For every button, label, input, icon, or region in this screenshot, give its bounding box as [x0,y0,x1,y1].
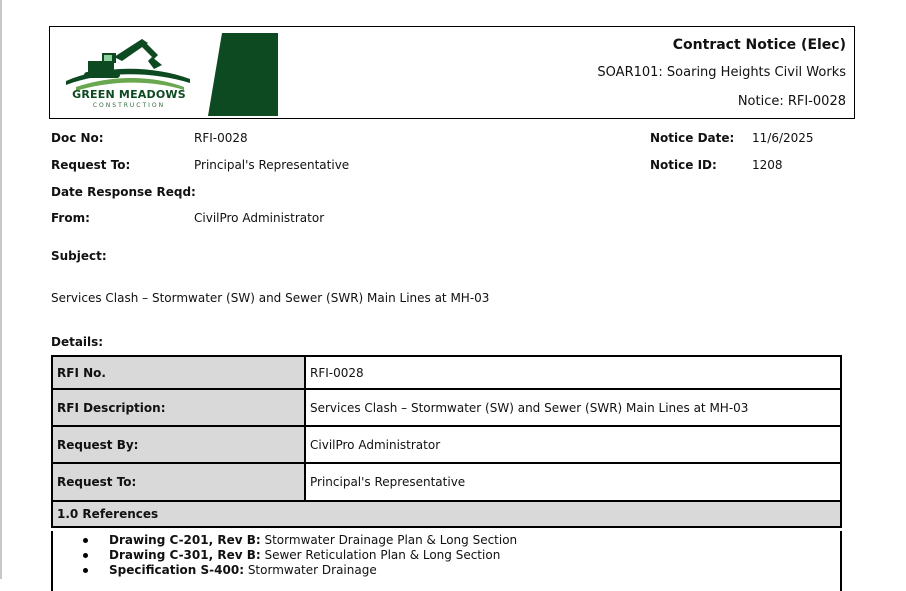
rfi-description-key: RFI Description: [52,389,305,426]
references-heading: 1.0 References [52,501,841,527]
reference-desc: Sewer Reticulation Plan & Long Section [260,548,501,562]
details-table [51,355,842,528]
request-to-key: Request To: [52,463,305,501]
table-row [52,501,841,527]
reference-desc: Stormwater Drainage [244,563,377,577]
subject-label: Subject: [51,249,107,263]
request-to-label: Request To: [51,158,131,172]
notice-id-label: Notice ID: [650,158,717,172]
bullet-icon [83,568,88,573]
logo-wordmark: GREEN MEADOWS [72,88,186,101]
document-header [49,26,855,119]
bullet-icon [83,553,88,558]
company-logo [62,35,192,115]
details-label: Details: [51,335,104,349]
page-edge [0,0,2,579]
reference-id: Specification S-400: [109,563,244,577]
request-to-value: Principal's Representative [194,158,350,172]
list-item [109,548,840,563]
excavator-icon [62,35,192,91]
table-row [52,389,841,426]
table-row [52,463,841,501]
reference-desc: Stormwater Drainage Plan & Long Section [260,533,518,547]
table-row [52,356,841,389]
from-label: From: [51,211,90,225]
notice-id-value: 1208 [752,158,783,172]
date-response-label: Date Response Reqd: [51,185,196,199]
subject-text: Services Clash – Stormwater (SW) and Sewer (SWR) Main Lines at MH-03 [51,291,490,305]
from-value: CivilPro Administrator [194,211,325,225]
rfi-description-value: Services Clash – Stormwater (SW) and Sewer (SWR) Main Lines at MH-03 [305,389,841,426]
notice-date-label: Notice Date: [650,131,735,145]
project-name: SOAR101: Soaring Heights Civil Works [597,65,846,80]
list-item [109,533,840,548]
rfi-no-key: RFI No. [52,356,305,389]
doc-no-label: Doc No: [51,131,104,145]
references-list [51,531,842,591]
request-to-cell-value: Principal's Representative [305,463,841,501]
request-by-value: CivilPro Administrator [305,426,841,463]
notice-type-title: Contract Notice (Elec) [672,37,846,53]
request-by-key: Request By: [52,426,305,463]
logo-tagline: CONSTRUCTION [92,102,166,109]
rfi-no-value: RFI-0028 [305,356,841,389]
notice-number: Notice: RFI-0028 [737,94,846,109]
reference-id: Drawing C-201, Rev B: [109,533,261,547]
table-row [52,426,841,463]
bullet-icon [83,538,88,543]
reference-id: Drawing C-301, Rev B: [109,548,261,562]
notice-date-value: 11/6/2025 [752,131,814,145]
brand-stripe [208,33,278,116]
list-item [109,563,840,578]
doc-no-value: RFI-0028 [194,131,248,145]
